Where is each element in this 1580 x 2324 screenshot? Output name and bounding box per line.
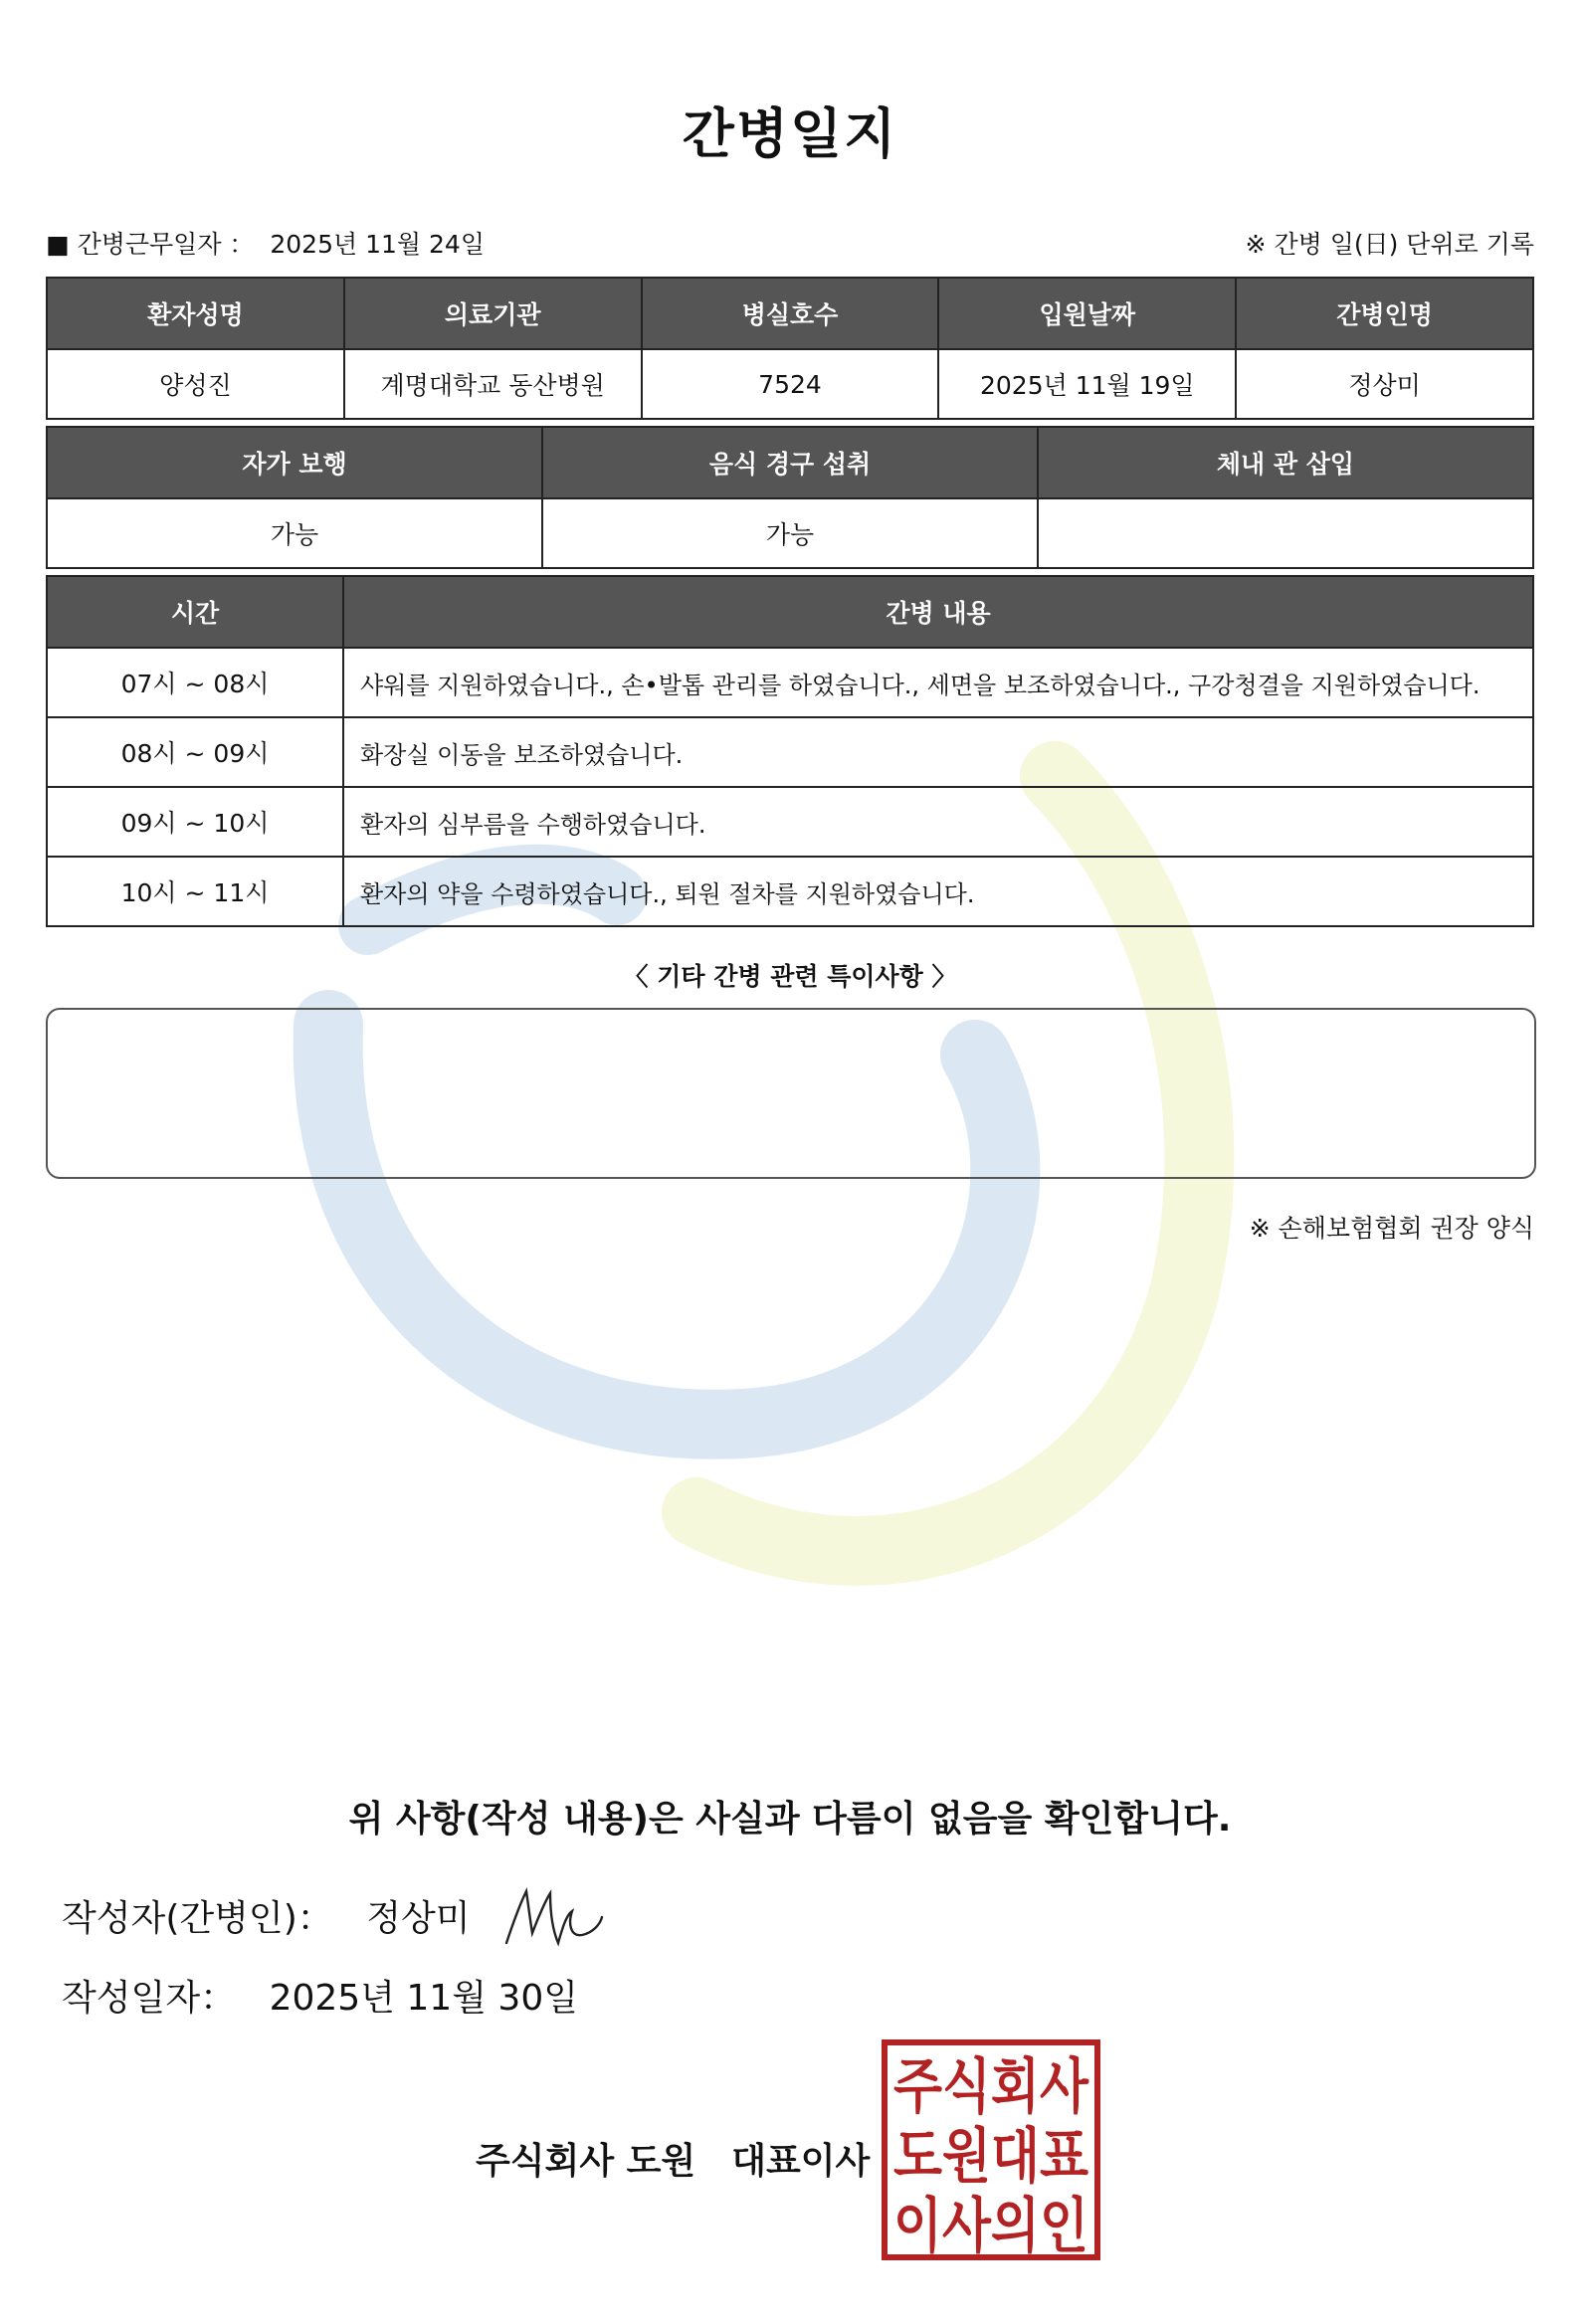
care-content: 환자의 약을 수령하였습니다., 퇴원 절차를 지원하였습니다. bbox=[343, 857, 1533, 926]
tube-insertion bbox=[1038, 498, 1533, 568]
header-institution: 의료기관 bbox=[344, 278, 642, 349]
signature bbox=[502, 1885, 608, 1955]
header-caregiver-name: 간병인명 bbox=[1236, 278, 1533, 349]
svg-text:이사의인: 이사의인 bbox=[893, 2192, 1088, 2261]
recommendation-note: ※ 손해보험협회 권장 양식 bbox=[1249, 1214, 1534, 1243]
status-header-row bbox=[47, 427, 1533, 498]
company-seal-stamp bbox=[882, 2039, 1100, 2260]
institution: 계명대학교 동산병원 bbox=[344, 349, 642, 419]
status-value-row bbox=[47, 498, 1533, 568]
table-row bbox=[47, 648, 1533, 717]
special-notes-content bbox=[48, 1010, 1534, 1042]
table-row bbox=[47, 717, 1533, 787]
writer-line bbox=[62, 1890, 471, 1941]
date-value: 2025년 11월 30일 bbox=[269, 1978, 579, 2019]
care-header-row bbox=[47, 576, 1533, 648]
care-time: 10시 ~ 11시 bbox=[47, 857, 343, 926]
special-notes-title: 〈 기타 간병 관련 특이사항 〉 bbox=[623, 962, 957, 991]
table-row bbox=[47, 787, 1533, 857]
unit-note: ※ 간병 일(日) 단위로 기록 bbox=[1245, 230, 1534, 259]
self-walking: 가능 bbox=[47, 498, 542, 568]
header-room-number: 병실호수 bbox=[642, 278, 939, 349]
oral-intake: 가능 bbox=[542, 498, 1038, 568]
svg-text:주식회사: 주식회사 bbox=[893, 2052, 1089, 2122]
patient-info-table bbox=[46, 277, 1534, 420]
status-table bbox=[46, 426, 1534, 569]
care-content: 환자의 심부름을 수행하였습니다. bbox=[343, 787, 1533, 857]
header-care-content: 간병 내용 bbox=[343, 576, 1533, 648]
care-content: 화장실 이동을 보조하였습니다. bbox=[343, 717, 1533, 787]
work-date-value: 2025년 11월 24일 bbox=[270, 230, 485, 259]
document-title: 간병일지 bbox=[682, 102, 898, 165]
care-log-table bbox=[46, 575, 1534, 927]
care-time: 08시 ~ 09시 bbox=[47, 717, 343, 787]
header-self-walking: 자가 보행 bbox=[47, 427, 542, 498]
patient-value-row bbox=[47, 349, 1533, 419]
care-time: 09시 ~ 10시 bbox=[47, 787, 343, 857]
writer-label: 작성자(간병인)： bbox=[62, 1898, 333, 1939]
room-number: 7524 bbox=[642, 349, 939, 419]
header-oral-intake: 음식 경구 섭취 bbox=[542, 427, 1038, 498]
svg-text:도원대표: 도원대표 bbox=[893, 2122, 1089, 2192]
special-notes-box bbox=[46, 1008, 1536, 1179]
care-content: 샤워를 지원하였습니다., 손•발톱 관리를 하였습니다., 세면을 보조하였습니다., 구강청결을 지원하였습니다. bbox=[343, 648, 1533, 717]
date-line bbox=[62, 1970, 578, 2021]
patient-name: 양성진 bbox=[47, 349, 344, 419]
caregiver-name: 정상미 bbox=[1236, 349, 1533, 419]
table-row bbox=[47, 857, 1533, 926]
confirmation-statement: 위 사항(작성 내용)은 사실과 다름이 없음을 확인합니다. bbox=[348, 1799, 1232, 1840]
admission-date: 2025년 11월 19일 bbox=[938, 349, 1236, 419]
company-name: 주식회사 도원 대표이사 bbox=[476, 2141, 871, 2182]
work-date-label: ■ 간병근무일자 ： bbox=[46, 230, 255, 259]
writer-name: 정상미 bbox=[366, 1898, 471, 1939]
header-admission-date: 입원날짜 bbox=[938, 278, 1236, 349]
header-patient-name: 환자성명 bbox=[47, 278, 344, 349]
patient-header-row bbox=[47, 278, 1533, 349]
work-date bbox=[46, 225, 485, 261]
header-tube-insertion: 체내 관 삽입 bbox=[1038, 427, 1533, 498]
header-time: 시간 bbox=[47, 576, 343, 648]
date-label: 작성일자： bbox=[62, 1978, 237, 2019]
care-time: 07시 ~ 08시 bbox=[47, 648, 343, 717]
